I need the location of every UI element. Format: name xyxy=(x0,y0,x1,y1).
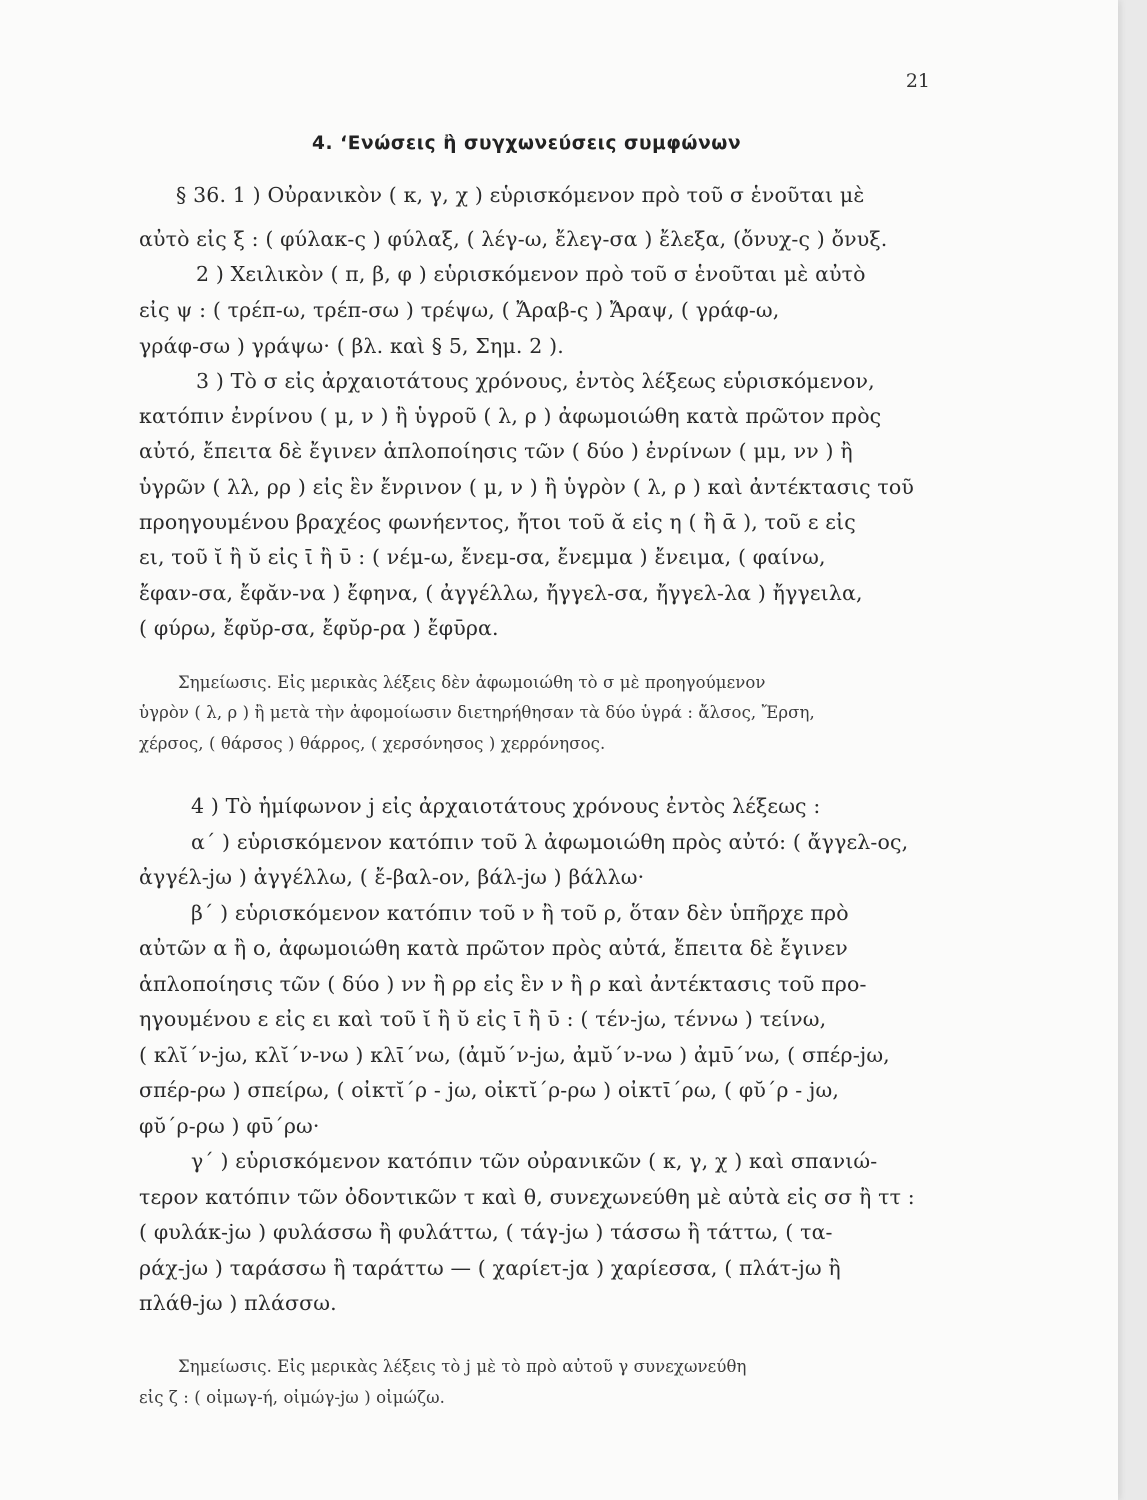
text-line: αὐτὸ εἰς ξ : ( φύλακ-ς ) φύλαξ, ( λέγ-ω, ἔλεγ-σα ) ἔλεξα, (ὄνυχ-ς ) ὄνυξ. xyxy=(139,227,888,251)
text-line: ἔφαν-σα, ἔφᾰν-να ) ἔφηνα, ( ἀγγέλλω, ἤγγελ-σα, ἤγγελ-λα ) ἤγγειλα, xyxy=(139,581,863,605)
text-line: ράχ-jω ) ταράσσω ἢ ταράττω — ( χαρίετ-jα ) χαρίεσσα, ( πλάτ-jω ἢ xyxy=(139,1256,841,1280)
text-line: ἀγγέλ-jω ) ἀγγέλλω, ( ἔ-βαλ-ον, βάλ-jω ) βάλλω· xyxy=(139,865,645,889)
text-line: ( φυλάκ-jω ) φυλάσσω ἢ φυλάττω, ( τάγ-jω ) τάσσω ἢ τάττω, ( τα- xyxy=(139,1220,833,1244)
note-line: εἰς ζ : ( οἱμωγ-ή, οἰμώγ-jω ) οἰμώζω. xyxy=(139,1388,446,1407)
page-number: 21 xyxy=(905,70,930,92)
note-line: ὑγρὸν ( λ, ρ ) ἢ μετὰ τὴν ἀφομοίωσιν διετηρήθησαν τὰ δύο ὑγρά : ἄλσος, Ἔρση, xyxy=(139,703,815,722)
text-line: εἰς ψ : ( τρέπ-ω, τρέπ-σω ) τρέψω, ( Ἄραβ-ς ) Ἄραψ, ( γράφ-ω, xyxy=(139,298,780,322)
text-line: προηγουμένου βραχέος φωνήεντος, ἤτοι τοῦ ᾰ εἰς η ( ἢ ᾱ ), τοῦ ε εἰς xyxy=(139,510,856,534)
text-line: ( κλῐ΄ν-jω, κλῐ΄ν-νω ) κλῑ΄νω, (ἀμῠ΄ν-jω, ἀμῠ΄ν-νω ) ἀμῡ΄νω, ( σπέρ-jω, xyxy=(139,1043,890,1067)
text-line: σπέρ-ρω ) σπείρω, ( οἰκτῐ΄ρ - jω, οἰκτῐ΄ρ-ρω ) οἰκτῑ΄ρω, ( φῠ΄ρ - jω, xyxy=(139,1078,839,1102)
note-line: Σημείωσις. Εἰς μερικὰς λέξεις δὲν ἀφωμοιώθη τὸ σ μὲ προηγούμενον xyxy=(178,673,766,692)
text-line: 2 ) Χειλικὸν ( π, β, φ ) εὑρισκόμενον πρὸ τοῦ σ ἑνοῦται μὲ αὐτὸ xyxy=(196,262,866,286)
text-line: αὐτό, ἔπειτα δὲ ἔγινεν ἁπλοποίησις τῶν ( δύο ) ἐνρίνων ( μμ, νν ) ἢ xyxy=(139,439,853,463)
text-line: κατόπιν ἐνρίνου ( μ, ν ) ἢ ὑγροῦ ( λ, ρ ) ἀφωμοιώθη κατὰ πρῶτον πρὸς xyxy=(139,404,882,428)
text-line: φῠ΄ρ-ρω ) φῡ΄ρω· xyxy=(139,1114,320,1138)
text-line: β΄ ) εὑρισκόμενον κατόπιν τοῦ ν ἢ τοῦ ρ, ὅταν δὲν ὑπῆρχε πρὸ xyxy=(191,901,849,925)
text-line: αὐτῶν α ἢ ο, ἀφωμοιώθη κατὰ πρῶτον πρὸς αὐτά, ἔπειτα δὲ ἔγινεν xyxy=(139,936,848,960)
text-line: § 36. 1 ) Οὐρανικὸν ( κ, γ, χ ) εὑρισκόμενον πρὸ τοῦ σ ἑνοῦται μὲ xyxy=(176,183,865,207)
text-line: 4 ) Τὸ ἡμίφωνον j εἰς ἀρχαιοτάτους χρόνους ἐντὸς λέξεως : xyxy=(191,794,821,818)
text-line: τερον κατόπιν τῶν ὀδοντικῶν τ καὶ θ, συνεχωνεύθη μὲ αὐτὰ εἰς σσ ἢ ττ : xyxy=(139,1185,915,1209)
text-line: ( φύρω, ἔφῠρ-σα, ἔφῠρ-ρα ) ἔφῡρα. xyxy=(139,616,499,640)
text-line: ἁπλοποίησις τῶν ( δύο ) νν ἢ ρρ εἰς ἓν ν ἢ ρ καὶ ἀντέκτασις τοῦ προ- xyxy=(139,972,867,996)
text-line: 3 ) Τὸ σ εἰς ἀρχαιοτάτους χρόνους, ἐντὸς λέξεως εὑρισκόμενον, xyxy=(196,369,875,393)
text-line: ει, τοῦ ῐ ἢ ῠ εἰς ῑ ἢ ῡ : ( νέμ-ω, ἔνεμ-σα, ἔνεμμα ) ἔνειμα, ( φαίνω, xyxy=(139,545,826,569)
text-line: ηγουμένου ε εἰς ει καὶ τοῦ ῐ ἢ ῠ εἰς ῑ ἢ ῡ : ( τέν-jω, τέννω ) τείνω, xyxy=(139,1007,827,1031)
text-line: πλάθ-jω ) πλάσσω. xyxy=(139,1291,337,1315)
text-line: γράφ-σω ) γράψω· ( βλ. καὶ § 5, Σημ. 2 ). xyxy=(139,334,564,358)
text-line: ὑγρῶν ( λλ, ρρ ) εἰς ἓν ἔνρινον ( μ, ν ) ἢ ὑγρὸν ( λ, ρ ) καὶ ἀντέκτασις τοῦ xyxy=(139,475,915,499)
note-line: Σημείωσις. Εἰς μερικὰς λέξεις τὸ j μὲ τὸ πρὸ αὐτοῦ γ συνεχωνεύθη xyxy=(178,1357,747,1376)
text-line: α΄ ) εὑρισκόμενον κατόπιν τοῦ λ ἀφωμοιώθη πρὸς αὐτό: ( ἄγγελ-ος, xyxy=(191,830,909,854)
note-line: χέρσος, ( θάρσος ) θάρρος, ( χερσόνησος ) χερρόνησος. xyxy=(139,734,606,753)
text-line: γ΄ ) εὑρισκόμενον κατόπιν τῶν οὐρανικῶν ( κ, γ, χ ) καὶ σπανιώ- xyxy=(191,1149,878,1173)
section-heading: 4. ‘Ενώσεις ἢ συγχωνεύσεις συμφώνων xyxy=(312,133,742,154)
